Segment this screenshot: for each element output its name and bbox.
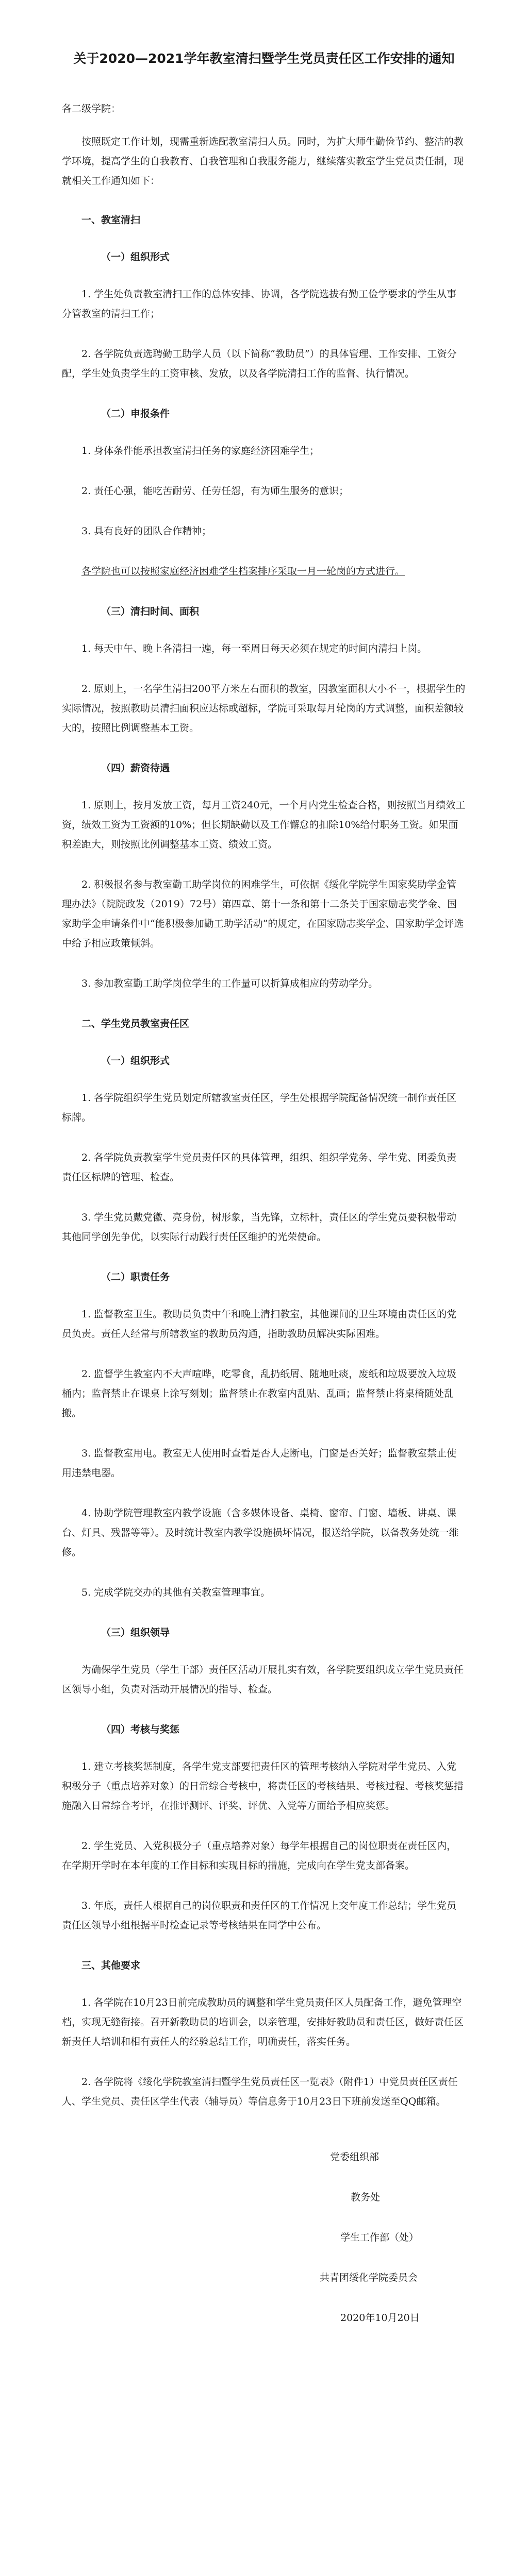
section-heading: 二、学生党员教室责任区 — [81, 1018, 190, 1029]
notice-title: 关于2020—2021学年教室清扫暨学生党员责任区工作安排的通知 — [73, 51, 455, 66]
list-item: 2. 各学院负责教室学生党员责任区的具体管理，组织、组织学党务、学生党、团委负责责任区标牌的管理、检查。 — [62, 1151, 457, 1183]
subsection-heading: （二）申报条件 — [101, 408, 170, 419]
list-item: 3. 监督教室用电。教室无人使用时查看是否人走断电，门窗是否关好；监督教室禁止使用违禁电器。 — [62, 1447, 457, 1479]
subsection-heading: （三）组织领导 — [101, 1626, 170, 1638]
list-item: 2. 积极报名参与教室勤工助学岗位的困难学生，可依据《绥化学院学生国家奖助学金管理办法》（院院政发（2019）72号）第四章、第十一条和第十二条关于国家励志奖学金、国家助学金申请条件中“能积极参加勤工助学活动”的规定，在国家励志奖学金、国家助学金评选中给予相应政策倾斜。 — [62, 878, 464, 949]
signature-date: 2020年10月20日 — [340, 2312, 420, 2324]
list-item: 3. 具有良好的团队合作精神； — [81, 525, 212, 537]
section-heading: 一、教室清扫 — [81, 214, 141, 226]
subsection-heading: （一）组织形式 — [101, 251, 170, 263]
section-heading: 三、其他要求 — [81, 1959, 141, 1971]
subsection-heading: （三）清扫时间、面积 — [101, 605, 200, 617]
list-item: 2. 各学院负责选聘勤工助学人员（以下简称“教助员”）的具体管理、工作安排、工资分配，学生处负责学生的工资审核、发放，以及各学院清扫工作的监督、执行情况。 — [62, 348, 457, 379]
list-item: 1. 监督教室卫生。教助员负责中午和晚上清扫教室，其他课间的卫生环境由责任区的党员负责。责任人经常与所辖教室的教助员沟通，指助教助员解决实际困难。 — [62, 1308, 457, 1340]
list-item: 4. 协助学院管理教室内教学设施（含多媒体设备、桌椅、窗帘、门窗、墙板、讲桌、课台、灯具、残器等等）。及时统计教室内教学设施损坏情况，报送给学院，以备教务处统一维修。 — [62, 1507, 459, 1558]
list-item: 1. 学生处负责教室清扫工作的总体安排、协调，各学院选拔有勤工俭学要求的学生从事分管教室的清扫工作； — [62, 288, 457, 319]
list-item: 为确保学生党员（学生干部）责任区活动开展扎实有效，各学院要组织成立学生党员责任区领导小组，负责对活动开展情况的指导、检查。 — [62, 1664, 464, 1695]
list-item: 1. 原则上，按月发放工资，每月工资240元，一个月内党生检查合格，则按照当月绩效工资，绩效工资为工资额的10%；但长期缺勤以及工作懈怠的扣除10%给付职务工资。如果面积差距大，则按照比例调整基本工资、绩效工资。 — [62, 799, 466, 850]
signature-line: 学生工作部（处） — [340, 2231, 419, 2243]
list-item: 1. 建立考核奖惩制度，各学生党支部要把责任区的管理考核纳入学院对学生党员、入党积极分子（重点培养对象）的日常综合考核中，将责任区的考核结果、考核过程、考核奖惩措施融入日常综合考评，在推评测评、评奖、评优、入党等方面给予相应奖惩。 — [62, 1760, 464, 1811]
signature-block — [62, 2147, 466, 2328]
list-item: 各学院也可以按照家庭经济困难学生档案排序采取一月一轮岗的方式进行。 — [81, 565, 405, 577]
intro-paragraph: 按照既定工作计划，现需重新选配教室清扫人员。同时，为扩大师生勤俭节约、整洁的教学环境，提高学生的自我教育、自我管理和自我服务能力，继续落实教室学生党员责任制，现就相关工作通知如下： — [62, 135, 464, 187]
list-item: 3. 年底，责任人根据自己的岗位职责和责任区的工作情况上交年度工作总结；学生党员责任区领导小组根据平时检查记录等考核结果在同学中公布。 — [62, 1900, 457, 1931]
list-item: 3. 学生党员戴党徽、亮身份，树形象，当先锋，立标杆，责任区的学生党员要积极带动其他同学创先争优，以实际行动践行责任区维护的光荣使命。 — [62, 1211, 457, 1243]
list-item: 1. 各学院在10月23日前完成教助员的调整和学生党员责任区人员配备工作，避免管理空档，实现无缝衔接。召开新教助员的培训会，以亲管理，安排好教助员和责任区，做好责任区新责任人培训和相有责任人的经验总结工作，明确责任，落实任务。 — [62, 1996, 464, 2047]
list-item: 2. 各学院将《绥化学院教室清扫暨学生党员责任区一览表》（附件1）中党员责任区责任人、学生党员、责任区学生代表（辅导员）等信息务于10月23日下班前发送至QQ邮箱。 — [62, 2076, 458, 2107]
signature-line: 教务处 — [351, 2191, 381, 2203]
signature-line: 党委组织部 — [330, 2151, 380, 2163]
subsection-heading: （四）考核与奖惩 — [101, 1723, 180, 1735]
signature-line: 共青团绥化学院委员会 — [320, 2272, 418, 2283]
list-item: 1. 每天中午、晚上各清扫一遍，每一至周日每天必须在规定的时间内清扫上岗。 — [81, 642, 427, 654]
salutation: 各二级学院： — [62, 103, 121, 114]
subsection-heading: （二）职责任务 — [101, 1271, 170, 1283]
list-item: 5. 完成学院交办的其他有关教室管理事宜。 — [81, 1586, 271, 1598]
list-item: 2. 监督学生教室内不大声喧哗，吃零食，乱扔纸屑、随地吐痰，废纸和垃圾要放入垃圾桶内；监督禁止在课桌上涂写刻划；监督禁止在教室内乱贴、乱画；监督禁止将桌椅随处乱搬。 — [62, 1368, 457, 1419]
list-item: 2. 责任心强，能吃苦耐劳、任劳任怨，有为师生服务的意识； — [81, 485, 349, 497]
list-item: 1. 身体条件能承担教室清扫任务的家庭经济困难学生； — [81, 445, 320, 456]
subsection-heading: （四）薪资待遇 — [101, 762, 170, 774]
list-item: 1. 各学院组织学生党员划定所辖教室责任区，学生处根据学院配备情况统一制作责任区标牌。 — [62, 1092, 457, 1123]
list-item: 2. 原则上，一名学生清扫200平方米左右面积的教室，因教室面积大小不一，根据学生的实际情况，按照教助员清扫面积应达标或超标，学院可采取每月轮岗的方式调整，面积差额较大的，按照比例调整基本工资。 — [62, 683, 466, 734]
list-item: 2. 学生党员、入党积极分子（重点培养对象）每学年根据自己的岗位职责在责任区内，在学期开学时在本年度的工作目标和实现目标的措施，完成向在学生党支部备案。 — [62, 1840, 457, 1871]
notice-body — [62, 99, 466, 2111]
list-item: 3. 参加教室勤工助学岗位学生的工作量可以折算成相应的劳动学分。 — [81, 977, 378, 989]
subsection-heading: （一）组织形式 — [101, 1055, 170, 1066]
